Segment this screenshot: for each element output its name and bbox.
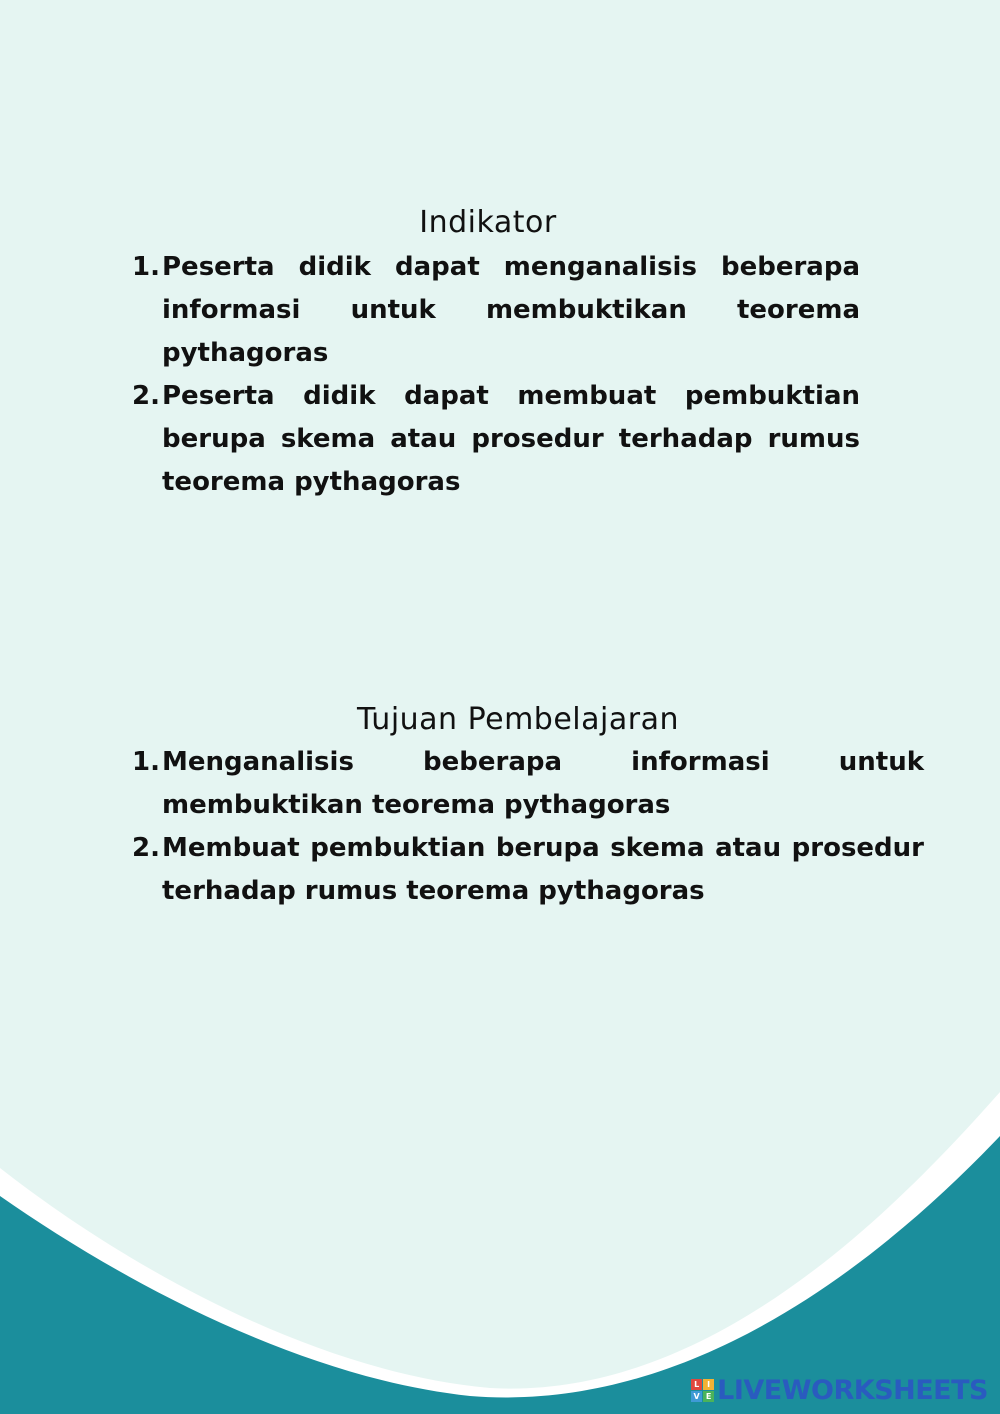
list-item — [132, 827, 924, 913]
logo-letter: V — [691, 1391, 702, 1402]
liveworksheets-icon — [691, 1379, 714, 1402]
list-number: 1. — [132, 747, 160, 777]
list-item — [132, 246, 860, 375]
list-number: 2. — [132, 381, 160, 411]
list-text: Peserta didik dapat menganalisis beberapa informasi untuk membuktikan teorema pythagoras — [162, 252, 860, 368]
logo-letter: L — [691, 1379, 702, 1390]
indikator-title: Indikator — [419, 205, 557, 240]
list-text: Menganalisis beberapa informasi untuk membuktikan teorema pythagoras — [162, 747, 924, 820]
list-number: 1. — [132, 252, 160, 282]
liveworksheets-text: LIVEWORKSHEETS — [717, 1375, 988, 1406]
indikator-list — [132, 246, 860, 504]
indikator-section — [132, 205, 860, 504]
tujuan-title: Tujuan Pembelajaran — [357, 702, 679, 737]
list-item — [132, 741, 924, 827]
tujuan-section — [132, 702, 924, 913]
list-text: Peserta didik dapat membuat pembuktian berupa skema atau prosedur terhadap rumus teorema pythagoras — [162, 381, 860, 497]
tujuan-list — [132, 741, 924, 913]
list-text: Membuat pembuktian berupa skema atau prosedur terhadap rumus teorema pythagoras — [162, 833, 924, 906]
logo-letter: E — [703, 1391, 714, 1402]
liveworksheets-logo — [691, 1375, 988, 1406]
logo-letter: I — [703, 1379, 714, 1390]
list-number: 2. — [132, 833, 160, 863]
list-item — [132, 375, 860, 504]
